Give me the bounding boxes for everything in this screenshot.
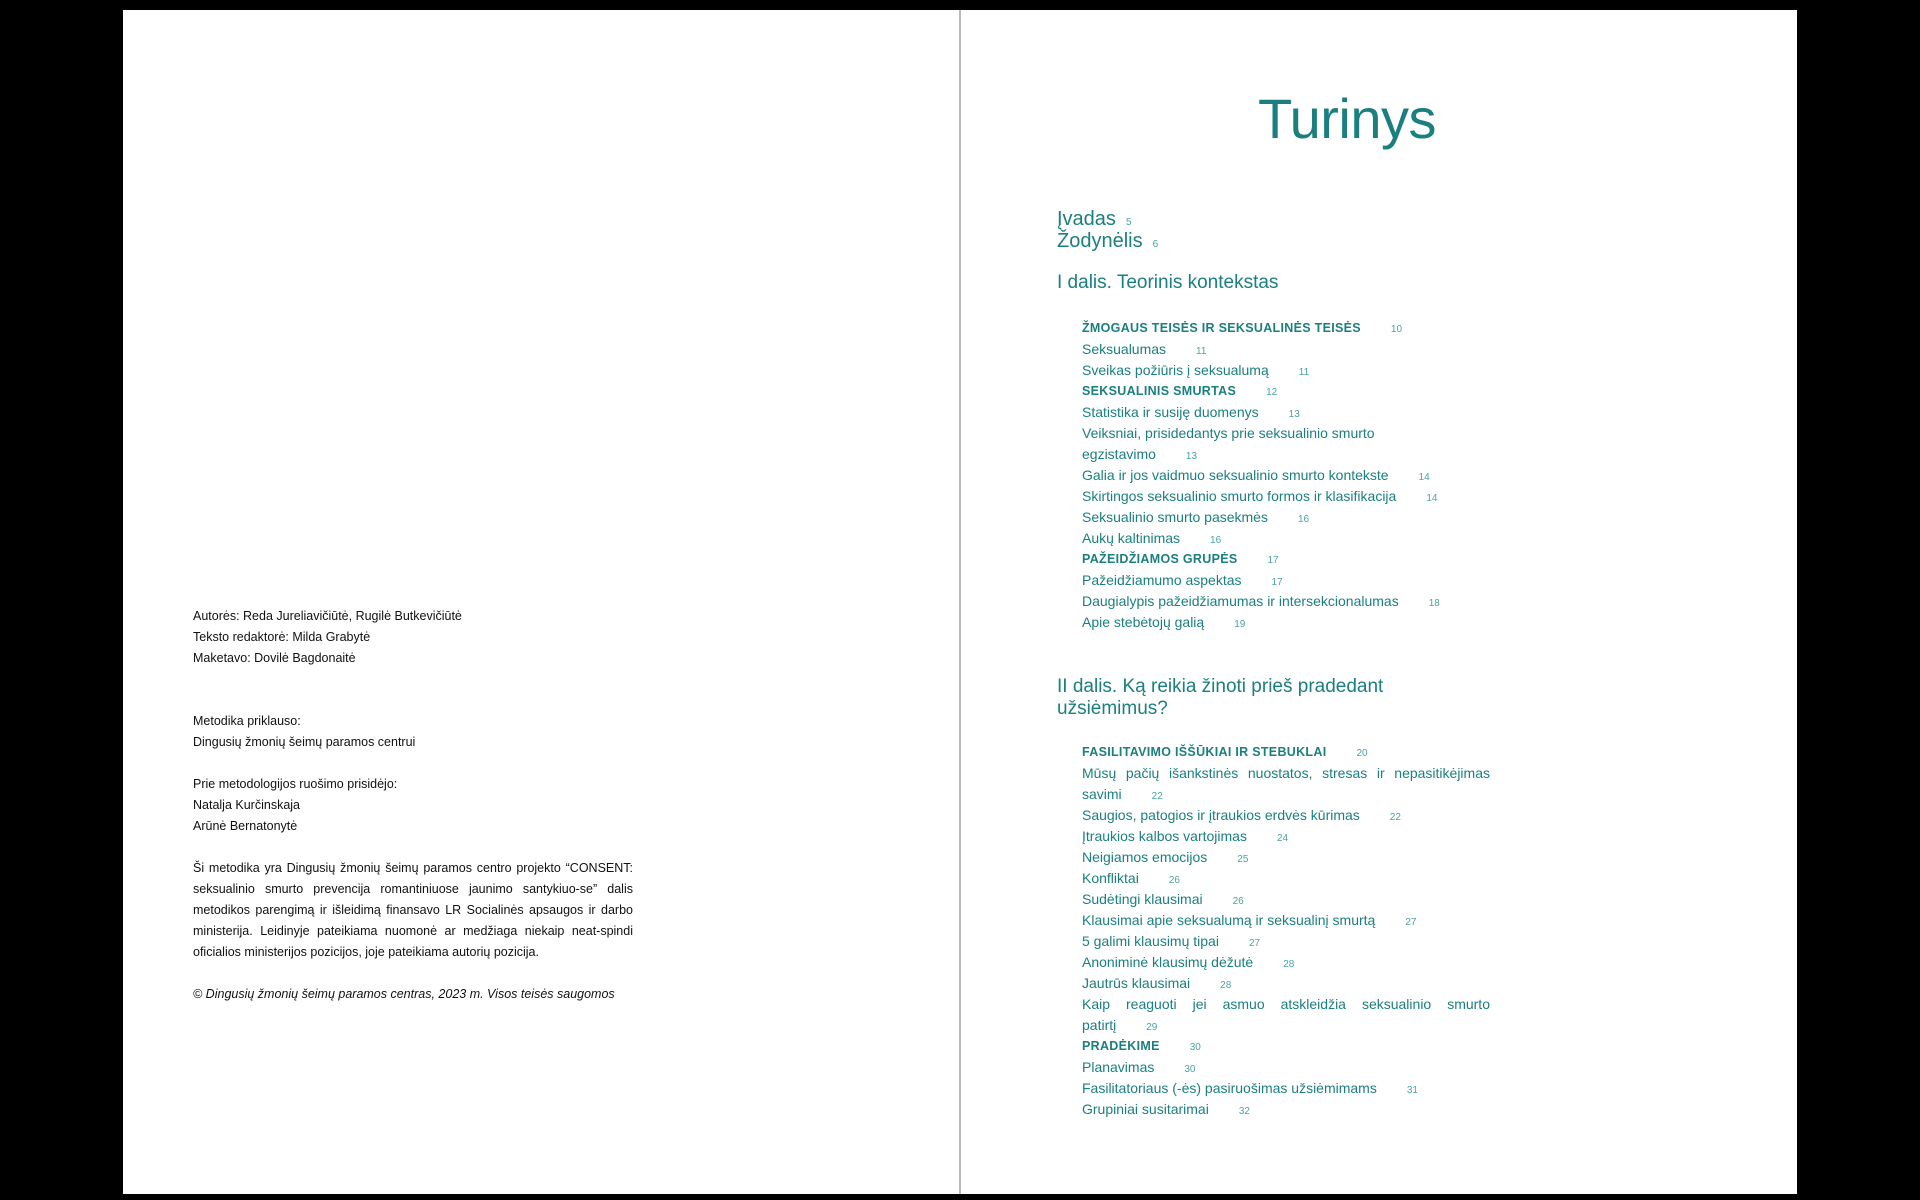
toc-entry[interactable]: Veiksniai, prisidedantys prie seksualinio smurto egzistavimo 13 — [1082, 425, 1375, 462]
toc-entry[interactable]: Pažeidžiamumo aspektas 17 — [1082, 572, 1283, 588]
toc-entry[interactable]: Konfliktai 26 — [1082, 870, 1180, 886]
toc-entry[interactable]: ŽMOGAUS TEISĖS IR SEKSUALINĖS TEISĖS 10 — [1082, 321, 1403, 335]
toc-entry-label: Įvadas — [1057, 208, 1116, 230]
part-2-heading: II dalis. Ką reikia žinoti prieš pradedant užsiėmimus? — [1057, 676, 1384, 719]
toc-entry[interactable]: Mūsų pačių išankstinės nuostatos, stresas ir nepasitikėjimas savimi 22 — [1082, 765, 1490, 802]
toc-entry[interactable]: Įtraukios kalbos vartojimas 24 — [1082, 828, 1289, 844]
toc-entry[interactable]: Kaip reaguoti jei asmuo atskleidžia seksualinio smurto patirtį 29 — [1082, 996, 1490, 1033]
toc-entry[interactable]: Aukų kaltinimas 16 — [1082, 530, 1222, 546]
toc-entry[interactable]: FASILITAVIMO IŠŠŪKIAI IR STEBUKLAI 20 — [1082, 745, 1368, 759]
toc-entry[interactable]: Klausimai apie seksualumą ir seksualinį smurtą 27 — [1082, 912, 1417, 928]
toc-entry[interactable]: Apie stebėtojų galią 19 — [1082, 614, 1246, 630]
toc-entry[interactable]: Saugios, patogios ir įtraukios erdvės kūrimas 22 — [1082, 807, 1401, 823]
toc-entry[interactable]: Seksualumas 11 — [1082, 341, 1207, 357]
toc-entry[interactable]: 5 galimi klausimų tipai 27 — [1082, 933, 1261, 949]
owner-name: Dingusių žmonių šeimų paramos centrui — [193, 735, 416, 749]
toc-entry[interactable]: Sveikas požiūris į seksualumą 11 — [1082, 362, 1310, 378]
authors-line: Autorės: Reda Jureliavičiūtė, Rugilė Butkevičiūtė — [193, 609, 462, 623]
book-spread — [123, 10, 1797, 1194]
toc-entry[interactable]: Seksualinio smurto pasekmės 16 — [1082, 509, 1310, 525]
editor-line: Teksto redaktorė: Milda Grabytė — [193, 630, 371, 644]
copyright-notice: © Dingusių žmonių šeimų paramos centras, 2023 m. Visos teisės saugomos — [193, 987, 615, 1001]
toc-entry[interactable]: Sudėtingi klausimai 26 — [1082, 891, 1244, 907]
toc-page-number: 6 — [1152, 239, 1159, 250]
toc-entry[interactable]: Daugialypis pažeidžiamumas ir intersekcionalumas 18 — [1082, 593, 1440, 609]
toc-title: Turinys — [1257, 87, 1436, 150]
left-page — [123, 10, 959, 1194]
toc-entry[interactable]: Statistika ir susiję duomenys 13 — [1082, 404, 1300, 420]
owner-label: Metodika priklauso: — [193, 714, 301, 728]
toc-entry[interactable]: Galia ir jos vaidmuo seksualinio smurto kontekste 14 — [1082, 467, 1430, 483]
disclaimer-text: Ši metodika yra Dingusių žmonių šeimų paramos centro projekto “CONSENT: seksualinio smurto prevencija romantiniuose jaunimo santykiuo-se” dalis metodikos parengimą ir išleidimą finansavo LR Socialinės apsaugos ir darbo ministerija. Leidinyje pateikiama nuomonė ar medžiaga niekaip neat-spindi oficialios ministerijos pozicijos, joje pateikiama autorių pozicija. — [193, 861, 633, 959]
toc-entry[interactable]: Planavimas 30 — [1082, 1059, 1196, 1075]
toc-entry[interactable]: Grupiniai susitarimai 32 — [1082, 1101, 1250, 1117]
contributors-label: Prie metodologijos ruošimo prisidėjo: — [193, 777, 398, 791]
toc-entry-glossary[interactable] — [1057, 230, 1158, 256]
toc-entry[interactable]: PAŽEIDŽIAMOS GRUPĖS 17 — [1082, 552, 1279, 566]
toc-entry[interactable]: Jautrūs klausimai 28 — [1082, 975, 1232, 991]
toc-entry[interactable]: Fasilitatoriaus (-ės) pasiruošimas užsiėmimams 31 — [1082, 1080, 1418, 1096]
toc-entry-label: Žodynėlis — [1057, 230, 1143, 252]
contributor-name: Natalja Kurčinskaja — [193, 798, 300, 812]
part-1-heading: I dalis. Teorinis kontekstas — [1057, 272, 1279, 293]
colophon — [193, 606, 633, 1005]
contributor-name: Arūnė Bernatonytė — [193, 819, 298, 833]
toc-entry[interactable]: Neigiamos emocijos 25 — [1082, 849, 1249, 865]
toc-entry[interactable]: PRADĖKIME 30 — [1082, 1039, 1201, 1053]
toc-entry[interactable]: Anoniminė klausimų dėžutė 28 — [1082, 954, 1295, 970]
right-page — [961, 10, 1797, 1194]
toc-page-number: 5 — [1125, 217, 1132, 228]
layout-line: Maketavo: Dovilė Bagdonaitė — [193, 651, 356, 665]
toc-entry[interactable]: Skirtingos seksualinio smurto formos ir klasifikacija 14 — [1082, 488, 1438, 504]
toc-entry[interactable]: SEKSUALINIS SMURTAS 12 — [1082, 384, 1278, 398]
